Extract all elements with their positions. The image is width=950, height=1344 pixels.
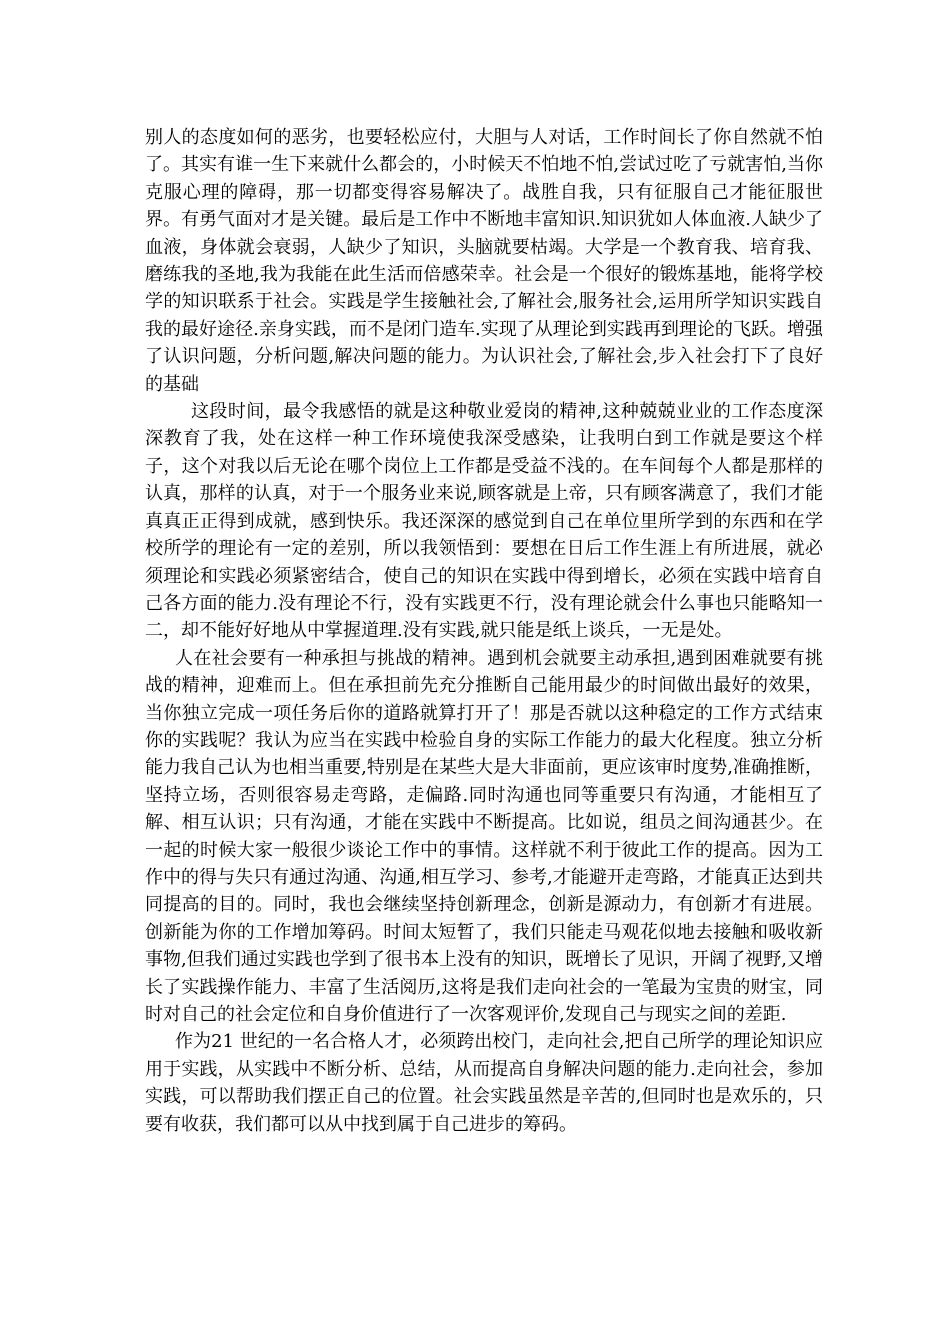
- paragraph-4: 作为21 世纪的一名合格人才，必须跨出校门，走向社会,把自己所学的理论知识应用于实践，从实践中不断分析、总结，从而提高自身解决问题的能力.走向社会，参加实践，可以帮助我们摆正自己的位置。社会实践虽然是辛苦的,但同时也是欢乐的，只要有收获，我们都可以从中找到属于自己进步的筹码。: [145, 1031, 823, 1135]
- document-page: [145, 124, 823, 1138]
- paragraph-1: 别人的态度如何的恶劣，也要轻松应付，大胆与人对话，工作时间长了你自然就不怕了。其实有谁一生下来就什么都会的，小时候天不怕地不怕,尝试过吃了亏就害怕,当你克服心理的障碍，那一切都变得容易解决了。战胜自我，只有征服自己才能征服世界。有勇气面对才是关键。最后是工作中不断地丰富知识.知识犹如人体血液.人缺少了血液，身体就会衰弱，人缺少了知识，头脑就要枯竭。大学是一个教育我、培育我、磨练我的圣地,我为我能在此生活而倍感荣幸。社会是一个很好的锻炼基地，能将学校学的知识联系于社会。实践是学生接触社会,了解社会,服务社会,运用所学知识实践自我的最好途径.亲身实践，而不是闭门造车.实现了从理论到实践再到理论的飞跃。增强了认识问题，分析问题,解决问题的能力。为认识社会,了解社会,步入社会打下了良好的基础: [145, 127, 823, 395]
- paragraph-2: 这段时间，最令我感悟的就是这种敬业爱岗的精神,这种兢兢业业的工作态度深深教育了我，处在这样一种工作环境使我深受感染，让我明白到工作就是要这个样子，这个对我以后无论在哪个岗位上工作都是受益不浅的。在车间每个人都是那样的认真，那样的认真，对于一个服务业来说,顾客就是上帝，只有顾客满意了，我们才能真真正正得到成就，感到快乐。我还深深的感觉到自己在单位里所学到的东西和在学校所学的理论有一定的差别，所以我领悟到：要想在日后工作生涯上有所进展，就必须理论和实践必须紧密结合，使自己的知识在实践中得到增长，必须在实践中培育自己各方面的能力.没有理论不行，没有实践更不行，没有理论就会什么事也只能略知一二，却不能好好地从中掌握道理.没有实践,就只能是纸上谈兵，一无是处。: [145, 401, 823, 642]
- paragraph-3: 人在社会要有一种承担与挑战的精神。遇到机会就要主动承担,遇到困难就要有挑战的精神，迎难而上。但在承担前先充分推断自己能用最少的时间做出最好的效果，当你独立完成一项任务后你的道路就算打开了！那是否就以这种稳定的工作方式结束你的实践呢？我认为应当在实践中检验自身的实际工作能力的最大化程度。独立分析能力我自己认为也相当重要,特别是在某些大是大非面前，更应该审时度势,准确推断，坚持立场，否则很容易走弯路，走偏路.同时沟通也同等重要只有沟通，才能相互了解、相互认识；只有沟通，才能在实践中不断提高。比如说，组员之间沟通甚少。在一起的时候大家一般很少谈论工作中的事情。这样就不利于彼此工作的提高。因为工作中的得与失只有通过沟通、沟通,相互学习、参考,才能避开走弯路，才能真正达到共同提高的目的。同时，我也会继续坚持创新理念，创新是源动力，有创新才有进展。创新能为你的工作增加筹码。时间太短暂了，我们只能走马观花似地去接触和吸收新事物,但我们通过实践也学到了很书本上没有的知识，既增长了见识，开阔了视野,又增长了实践操作能力、丰富了生活阅历,这将是我们走向社会的一笔最为宝贵的财宝，同时对自己的社会定位和自身价值进行了一次客观评价,发现自己与现实之间的差距.: [145, 647, 823, 1025]
